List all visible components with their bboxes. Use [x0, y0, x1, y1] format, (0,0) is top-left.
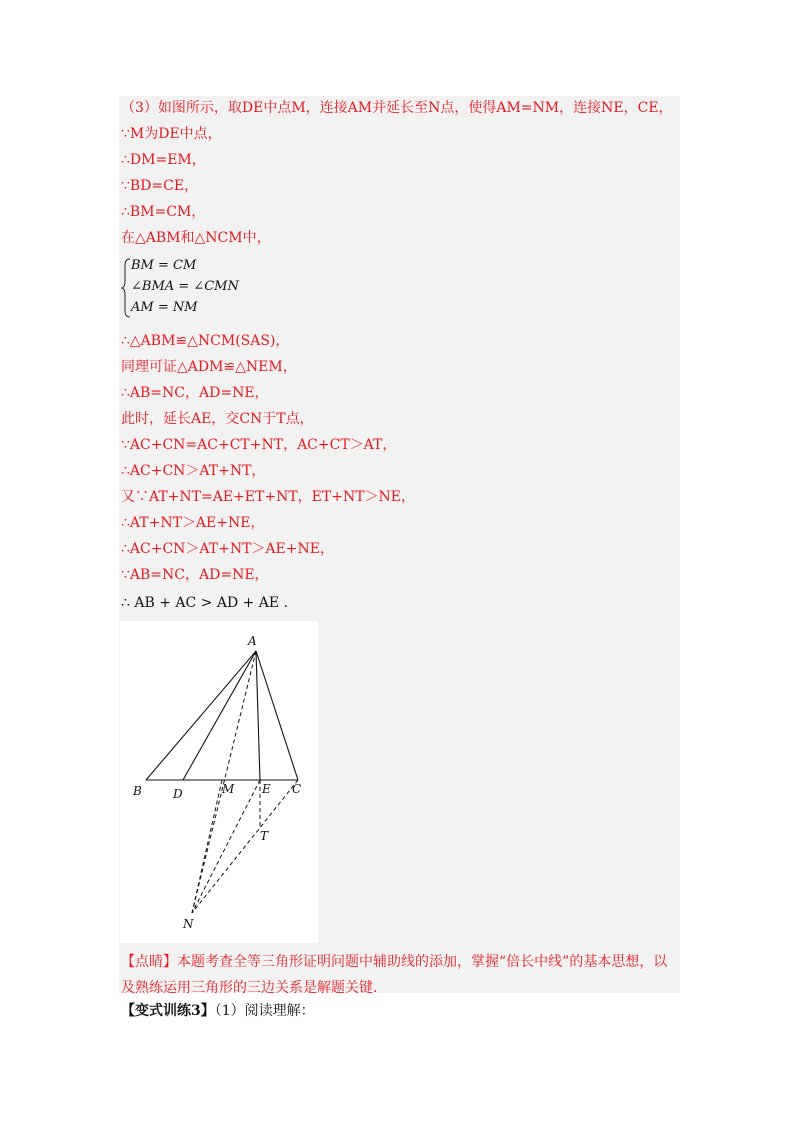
geometry-figure: [120, 621, 318, 943]
solution-line: ∴AC+CN＞AT+NT＞AE+NE，: [121, 541, 334, 557]
variant-text: （1）阅读理解：: [214, 1003, 315, 1019]
solution-line: ∴AC+CN＞AT+NT，: [121, 463, 266, 479]
system-row: AM = NM: [131, 300, 198, 315]
comment-text: 本题考查全等三角形证明问题中辅助线的添加，掌握“倍长中线”的基本思想，以及熟练运用三角形的三边关系是解题关键.: [121, 954, 668, 996]
system-row: BM = CM: [131, 258, 197, 273]
point-label-b: B: [133, 784, 142, 798]
point-label-c: C: [292, 782, 302, 796]
point-label-t: T: [260, 829, 269, 843]
variant-tag: 【变式训练3】: [121, 1003, 215, 1019]
system-row: ∠BMA = ∠CMN: [131, 279, 239, 294]
triangle-diagram: [120, 621, 318, 943]
equation-system: [121, 257, 261, 319]
solution-line: ∴BM=CM，: [121, 204, 206, 220]
solution-line: ∵AB=NC，AD=NE，: [121, 567, 269, 583]
solution-line: ∴△ABM≌△NCM(SAS)，: [121, 333, 290, 349]
solution-line: 同理可证△ADM≌△NEM，: [121, 359, 297, 375]
solution-line: ∵AC+CN=AC+CT+NT，AC+CT＞AT，: [121, 437, 397, 453]
point-label-e: E: [262, 782, 271, 796]
variant-heading: [121, 1001, 315, 1021]
solution-line: 此时，延长AE，交CN于T点，: [121, 411, 314, 427]
point-label-d: D: [173, 787, 183, 801]
solution-line: ∴DM=EM，: [121, 152, 206, 168]
solution-line: （3）如图所示，取DE中点M，连接AM并延长至N点，使得AM=NM，连接NE，CE，: [121, 100, 673, 116]
point-label-a: A: [248, 634, 257, 648]
solution-line: 在△ABM和△NCM中，: [121, 230, 271, 246]
comment-tag: 【点睛】: [121, 954, 177, 970]
conclusion-line: ∴ AB + AC > AD + AE .: [121, 595, 289, 611]
solution-line: 又∵AT+NT=AE+ET+NT，ET+NT＞NE，: [121, 489, 416, 505]
comment-note: [121, 949, 671, 1001]
solution-line: ∴AT+NT＞AE+NE，: [121, 515, 265, 531]
point-label-m: M: [222, 782, 235, 796]
solution-line: ∴AB=NC，AD=NE，: [121, 385, 269, 401]
solution-line: ∵M为DE中点，: [121, 126, 222, 142]
point-label-n: N: [183, 917, 194, 931]
solution-line: ∵BD=CE，: [121, 178, 199, 194]
